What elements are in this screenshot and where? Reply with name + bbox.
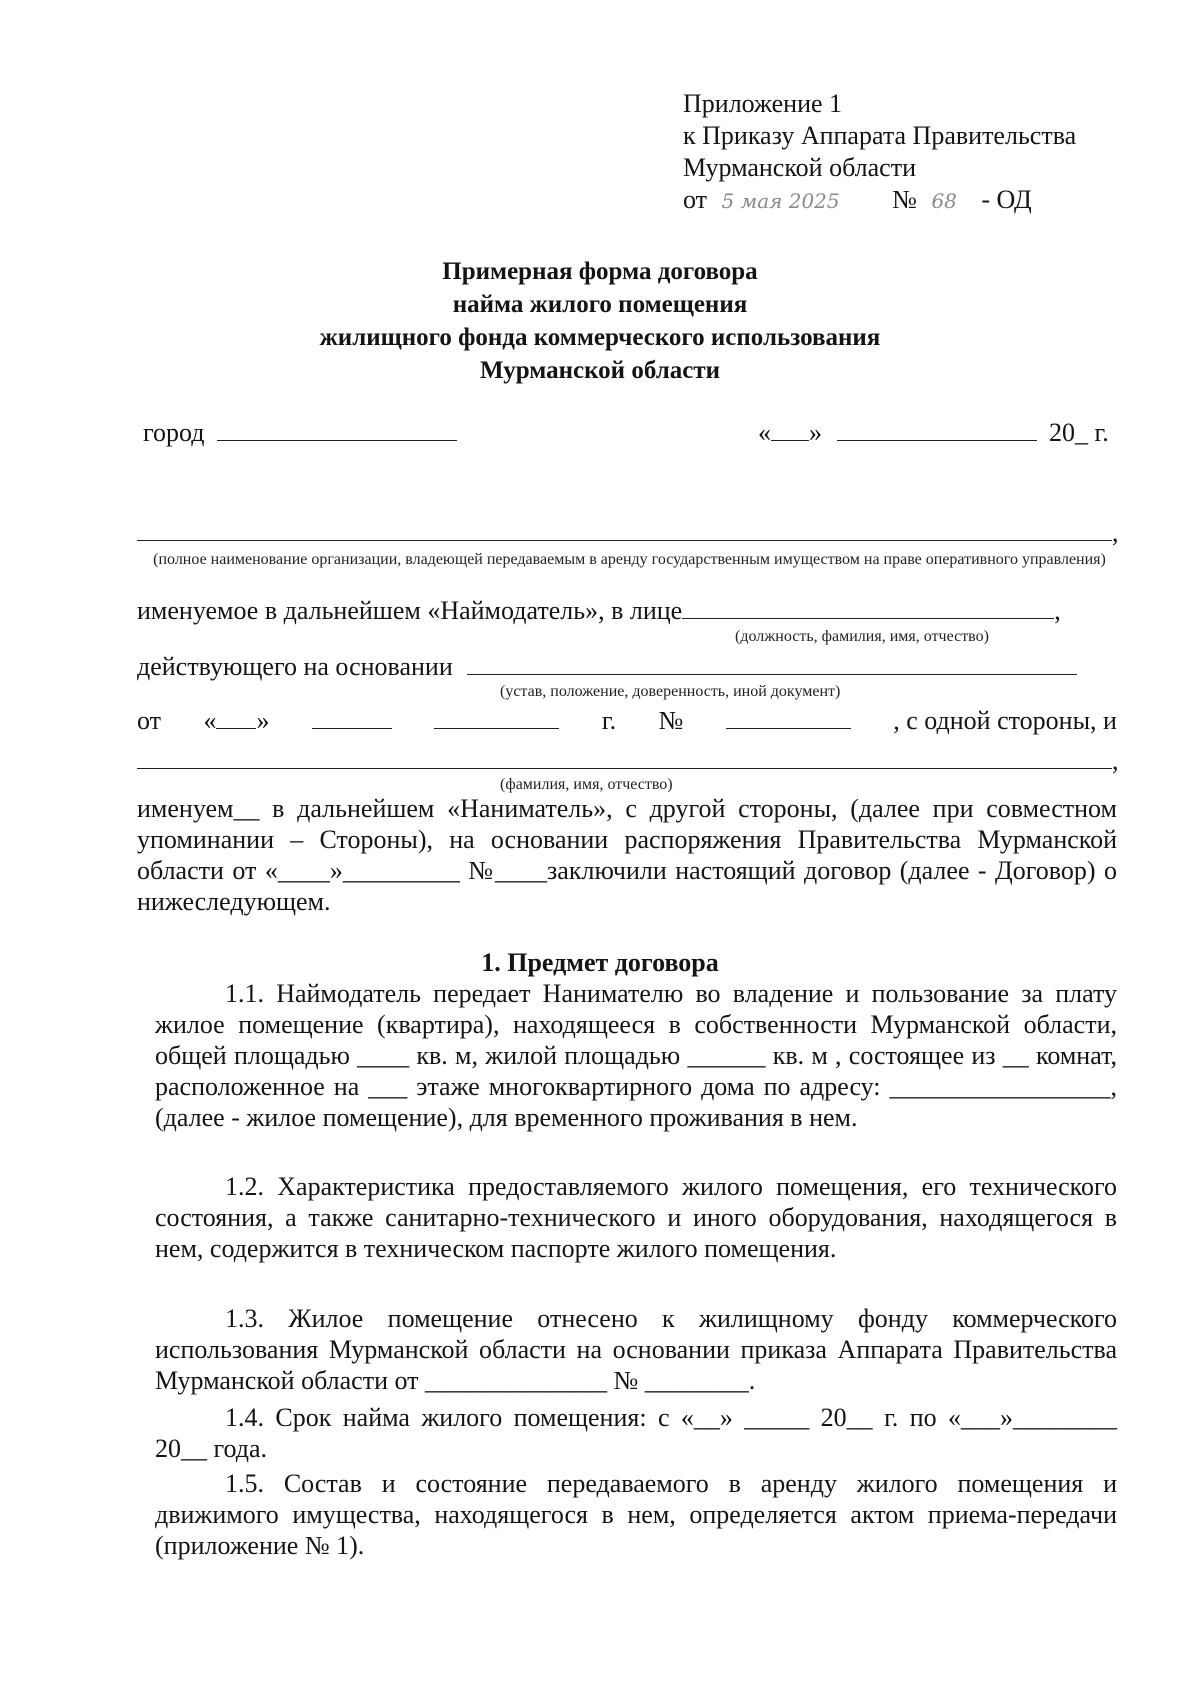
tenant-name-caption: (фамилия, имя, отчество) bbox=[500, 776, 673, 793]
basis-g-label: г. bbox=[601, 706, 617, 735]
year-label: 20_ г. bbox=[1049, 418, 1109, 447]
date-line bbox=[758, 418, 1109, 448]
basis-date-line bbox=[137, 706, 1117, 736]
appendix-suffix: - ОД bbox=[981, 185, 1032, 214]
basis-q-close: » bbox=[256, 706, 270, 735]
representative-caption: (должность, фамилия, имя, отчество) bbox=[735, 628, 989, 645]
clause-1-3: 1.3. Жилое помещение отнесено к жилищному фонду коммерческого использования Мурманской области на основании приказа Аппарата Правительства Мурманской области от ______________ № ________. bbox=[155, 1304, 1117, 1395]
appendix-order-line bbox=[683, 184, 1076, 217]
basis-q-open: « bbox=[203, 706, 217, 735]
title-line-3: жилищного фонда коммерческого использования bbox=[319, 324, 881, 351]
tenant-name-blank bbox=[137, 768, 1112, 769]
comma-1: , bbox=[1112, 518, 1119, 547]
appendix-line-3: Мурманской области bbox=[683, 153, 916, 182]
basis-year-blank bbox=[434, 706, 559, 729]
named-as-line: именуемое в дальнейшем «Наймодатель», в лице , bbox=[137, 596, 1061, 625]
basis-from-label: от bbox=[137, 706, 162, 735]
landlord-org-caption: (полное наименование организации, владеющей передаваемым в аренду государственным имуществом на праве оперативного управления) bbox=[153, 551, 1106, 568]
section-1-heading: 1. Предмет договора bbox=[481, 948, 719, 977]
clause-1-5: 1.5. Состав и состояние передаваемого в аренду жилого помещения и движимого имущества, находящегося в нем, определяется актом приема-передачи (приложение № 1). bbox=[155, 1469, 1117, 1560]
month-blank bbox=[837, 418, 1037, 441]
appendix-from-label: от bbox=[683, 185, 708, 214]
title-line-1: Примерная форма договора bbox=[442, 258, 758, 285]
appendix-line-2: к Приказу Аппарата Правительства bbox=[683, 121, 1077, 150]
appendix-line-1: Приложение 1 bbox=[683, 89, 843, 118]
clause-1-1: 1.1. Наймодатель передает Нанимателю во владение и пользование за плату жилое помещение (квартира), находящееся в собственности Мурманской области, общей площадью ____ кв. м, жилой площадью ______ кв. м , состоящее из __ комнат, расположенное на ___ этаже многоквартирного дома по адресу: _________________, (далее - жилое помещение), для временного проживания в нем. bbox=[155, 979, 1117, 1132]
title-line-4: Мурманской области bbox=[479, 357, 721, 384]
one-side-text: , с одной стороны, и bbox=[893, 706, 1117, 735]
representative-blank bbox=[682, 596, 1054, 619]
handwritten-number: 68 bbox=[931, 189, 957, 213]
clause-1-4: 1.4. Срок найма жилого помещения: с «__» _____ 20__ г. по «___»________ 20__ года. bbox=[155, 1403, 1117, 1463]
named-as-text: именуемое в дальнейшем «Наймодатель», в лице bbox=[137, 596, 683, 625]
basis-caption: (устав, положение, доверенность, иной документ) bbox=[500, 683, 841, 700]
city-label: город bbox=[143, 418, 205, 447]
basis-month-blank bbox=[312, 706, 392, 729]
title-line-2: найма жилого помещения bbox=[452, 291, 748, 318]
intro-paragraph: именуем__ в дальнейшем «Наниматель», с другой стороны, (далее при совместном упоминании – Стороны), на основании распоряжения Правительства Мурманской области от «____»_________ №____заключили настоящий договор (далее - Договор) о нижеследующем. bbox=[137, 794, 1117, 916]
basis-number-blank bbox=[726, 706, 851, 729]
handwritten-date: 5 мая 2025 bbox=[721, 189, 840, 213]
day-blank bbox=[771, 418, 809, 441]
appendix-block bbox=[683, 88, 1076, 217]
clause-1-2: 1.2. Характеристика предоставляемого жилого помещения, его технического состояния, а также санитарно-технического и иного оборудования, находящегося в нем, содержится в техническом паспорте жилого помещения. bbox=[155, 1172, 1117, 1263]
basis-blank bbox=[467, 652, 1077, 675]
appendix-number-label: № bbox=[892, 185, 917, 214]
landlord-org-blank bbox=[137, 540, 1112, 541]
basis-day-blank bbox=[216, 706, 256, 729]
date-quote-close: » bbox=[809, 418, 822, 447]
document-title bbox=[120, 255, 1080, 387]
date-quote-open: « bbox=[758, 418, 771, 447]
city-line bbox=[143, 418, 457, 448]
basis-no-label: № bbox=[658, 706, 684, 735]
basis-line bbox=[137, 652, 1077, 682]
city-blank bbox=[217, 418, 457, 441]
basis-text: действующего на основании bbox=[137, 652, 453, 681]
comma-2: , bbox=[1112, 746, 1119, 775]
